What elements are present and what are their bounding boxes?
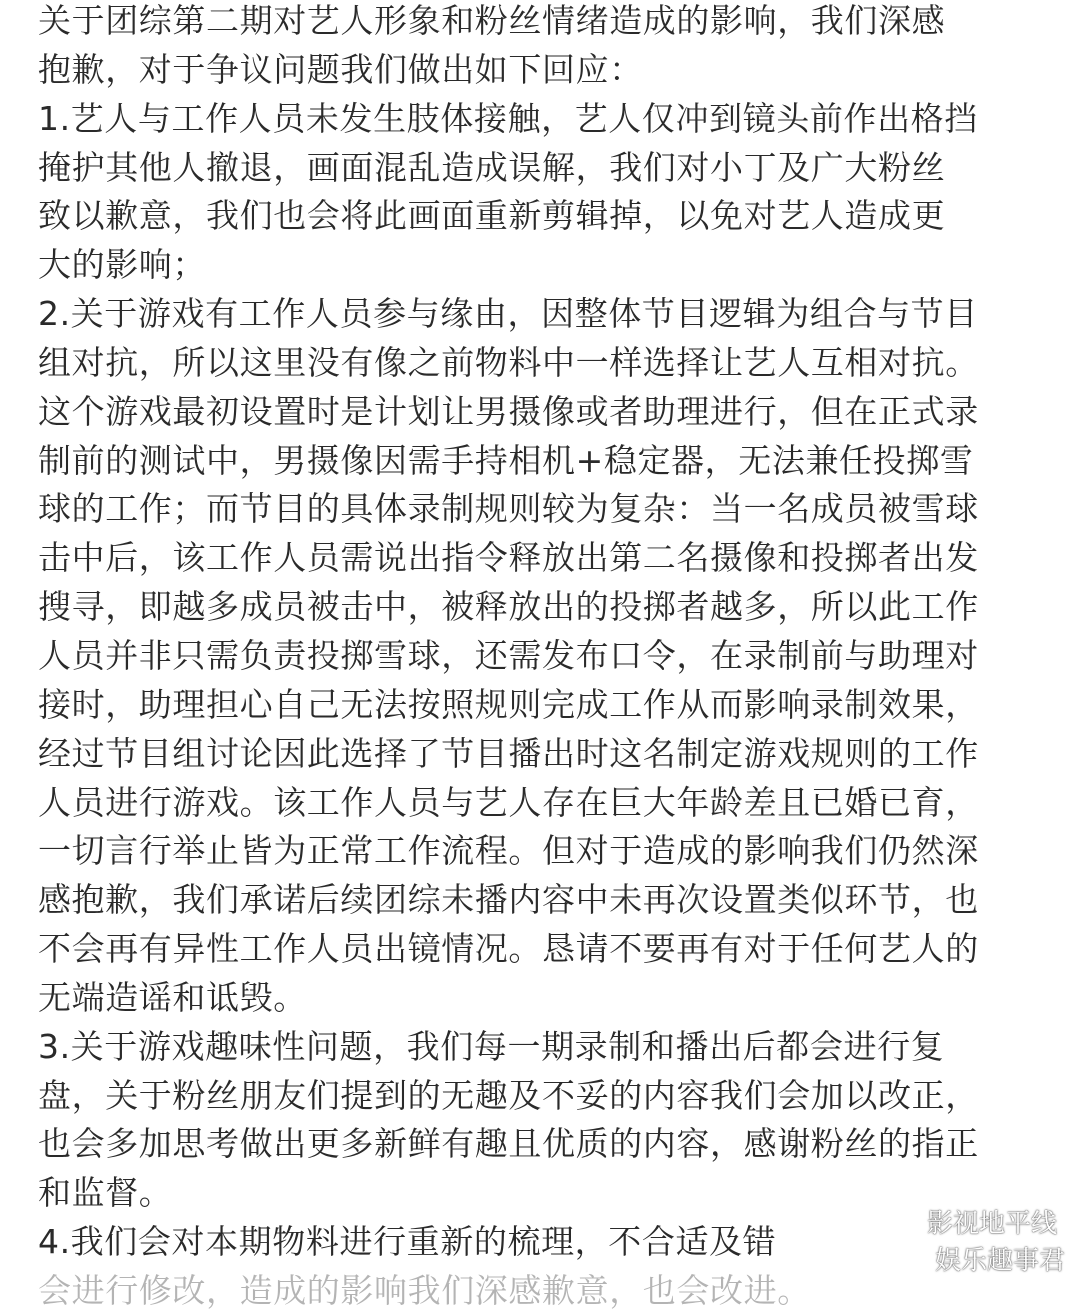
statement-line: 也会多加思考做出更多新鲜有趣且优质的内容，感谢粉丝的指正 bbox=[38, 1124, 979, 1164]
statement-line: 经过节目组讨论因此选择了节目播出时这名制定游戏规则的工作 bbox=[38, 733, 979, 773]
statement-line: 和监督。 bbox=[38, 1173, 173, 1213]
statement-line: 大的影响； bbox=[38, 245, 206, 285]
statement-line: 盘，关于粉丝朋友们提到的无趣及不妥的内容我们会加以改正， bbox=[38, 1075, 979, 1115]
statement-line: 这个游戏最初设置时是计划让男摄像或者助理进行，但在正式录 bbox=[38, 391, 979, 431]
statement-line: 击中后，该工作人员需说出指令释放出第二名摄像和投掷者出发 bbox=[38, 538, 979, 578]
statement-line: 制前的测试中，男摄像因需手持相机+稳定器，无法兼任投掷雪 bbox=[38, 440, 974, 480]
statement-line: 关于团综第二期对艺人形象和粉丝情绪造成的影响，我们深感 bbox=[38, 1, 946, 40]
weibo-logo-icon bbox=[899, 1244, 929, 1274]
statement-line: 组对抗，所以这里没有像之前物料中一样选择让艺人互相对抗。 bbox=[38, 342, 979, 382]
statement-text bbox=[38, 0, 1046, 1316]
statement-line: 无端造谣和诋毁。 bbox=[38, 977, 307, 1017]
statement-line: 掩护其他人撤退，画面混乱造成误解，我们对小丁及广大粉丝 bbox=[38, 147, 946, 187]
statement-line: 2.关于游戏有工作人员参与缘由，因整体节目逻辑为组合与节目 bbox=[38, 294, 978, 334]
statement-line: 抱歉，对于争议问题我们做出如下回应： bbox=[38, 49, 643, 89]
watermark-top bbox=[891, 1203, 1057, 1240]
statement-line: 感抱歉，我们承诺后续团综未播内容中未再次设置类似环节，也 bbox=[38, 880, 979, 920]
statement-line: 3.关于游戏趣味性问题，我们每一期录制和播出后都会进行复 bbox=[38, 1026, 945, 1066]
statement-line: 4.我们会对本期物料进行重新的梳理，不合适及错 bbox=[38, 1222, 777, 1262]
watermark-bottom-text: 娱乐趣事君 bbox=[934, 1246, 1065, 1276]
statement-line: 人员进行游戏。该工作人员与艺人存在巨大年龄差且已婚已育， bbox=[38, 782, 979, 822]
watermark-bottom bbox=[899, 1240, 1065, 1277]
weibo-logo-icon bbox=[891, 1207, 921, 1237]
statement-line: 一切言行举止皆为正常工作流程。但对于造成的影响我们仍然深 bbox=[38, 831, 979, 871]
watermark-top-text: 影视地平线 bbox=[926, 1209, 1057, 1239]
statement-line: 致以歉意，我们也会将此画面重新剪辑掉，以免对艺人造成更 bbox=[38, 196, 946, 236]
statement-line: 球的工作；而节目的具体录制规则较为复杂：当一名成员被雪球 bbox=[38, 489, 979, 529]
statement-line-cutoff: 会进行修改，造成的影响我们深感歉意，也会改进。 bbox=[38, 1270, 811, 1310]
statement-line: 接时，助理担心自己无法按照规则完成工作从而影响录制效果， bbox=[38, 684, 979, 724]
statement-line: 不会再有异性工作人员出镜情况。恳请不要再有对于任何艺人的 bbox=[38, 929, 979, 969]
statement-line: 1.艺人与工作人员未发生肢体接触，艺人仅冲到镜头前作出格挡 bbox=[38, 98, 978, 138]
statement-line: 搜寻，即越多成员被击中，被释放出的投掷者越多，所以此工作 bbox=[38, 587, 979, 627]
statement-line: 人员并非只需负责投掷雪球，还需发布口令，在录制前与助理对 bbox=[38, 635, 979, 675]
